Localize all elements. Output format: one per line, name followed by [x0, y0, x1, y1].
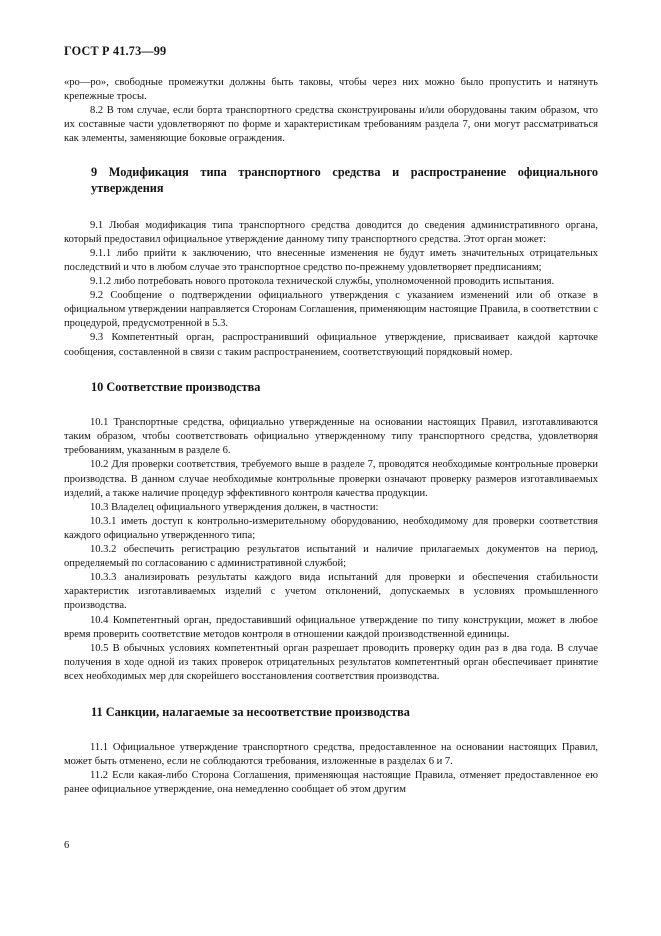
- paragraph-10-3-2: 10.3.2 обеспечить регистрацию результатов испытаний и наличие прилагаемых документов на период, определяемый по согласованию с административной службой;: [64, 544, 598, 570]
- paragraph-9-1-1: 9.1.1 либо прийти к заключению, что внесенные изменения не будут иметь значительных отрицательных последствий и что в любом случае это транспортное средство по-прежнему удовлетворяет предписаниям;: [64, 247, 598, 273]
- paragraph-9-2: 9.2 Сообщение о подтверждении официального утверждения с указанием изменений или об отказе в официальном утверждении направляется Сторонам Соглашения, применяющим настоящие Правила, в соответствии с процедурой, предусмотренной в 5.3.: [64, 290, 598, 330]
- paragraph-10-1: 10.1 Транспортные средства, официально утвержденные на основании настоящих Правил, изготавливаются таким образом, чтобы соответствовать официально утвержденному типу транспортного средства, удовлетворяя требованиям, указанным в разделе 6.: [64, 417, 598, 457]
- document-code-header: ГОСТ Р 41.73—99: [64, 44, 167, 58]
- section-10-heading: 10 Соответствие производства: [91, 379, 261, 394]
- paragraph-9-1-2: 9.1.2 либо потребовать нового протокола технической службы, уполномоченной проводить испытания.: [90, 276, 555, 288]
- page-number: 6: [64, 840, 70, 851]
- paragraph-10-3-3: 10.3.3 анализировать результаты каждого вида испытаний для проверки и обеспечения стабильности характеристик изготавливаемых изделий с учетом отклонений, допускаемых в условиях промышленного производства.: [64, 572, 598, 612]
- paragraph-10-2: 10.2 Для проверки соответствия, требуемого выше в разделе 7, проводятся необходимые контрольные проверки производства. В данном случае необходимые контрольные проверки означают проверку размеров изготавливаемых изделий, а также наличие процедур эффективного контроля качества продукции.: [64, 459, 598, 499]
- paragraph-11-1: 11.1 Официальное утверждение транспортного средства, предоставленное на основании настоящих Правил, может быть отменено, если не соблюдаются требования, изложенные в разделах 6 и 7.: [64, 741, 598, 767]
- paragraph-10-3-1: 10.3.1 иметь доступ к контрольно-измерительному оборудованию, необходимому для проверки соответствия каждого официально утвержденного типа;: [64, 515, 598, 541]
- paragraph-10-4: 10.4 Компетентный орган, предоставивший официальное утверждение по типу конструкции, может в любое время проверить соответствие методов контроля в отношении каждой производственной единицы.: [64, 614, 598, 640]
- paragraph-10-3: 10.3 Владелец официального утверждения должен, в частности:: [90, 501, 379, 513]
- paragraph-10-5: 10.5 В обычных условиях компетентный орган разрешает проводить проверку один раз в два года. В случае получения в ходе одной из таких проверок отрицательных результатов компетентный орган обеспечивает принятие всех необходимых мер для скорейшего восстановления соответствия производства.: [64, 642, 598, 682]
- section-11-heading: 11 Санкции, налагаемые за несоответствие производства: [91, 704, 410, 719]
- document-body: [64, 76, 598, 797]
- continued-paragraph: «ро—ро», свободные промежутки должны быть таковы, чтобы через них можно было пропустить и натянуть крепежные тросы.: [64, 77, 598, 103]
- paragraph-9-3: 9.3 Компетентный орган, распространивший официальное утверждение, присваивает каждой карточке сообщения, составленной в связи с таким распространением, соответствующий порядковый номер.: [64, 332, 598, 358]
- section-9-heading: 9 Модификация типа транспортного средства и распространение официального утверждения: [91, 165, 598, 196]
- paragraph-11-2: 11.2 Если какая-либо Сторона Соглашения, применяющая настоящие Правила, отменяет предоставленное ею ранее официальное утверждение, она немедленно сообщает об этом другим: [64, 769, 598, 795]
- paragraph-9-1: 9.1 Любая модификация типа транспортного средства доводится до сведения административного органа, который предоставил официальное утверждение данному типу транспортного средства. Этот орган может:: [64, 219, 598, 245]
- paragraph-8-2: 8.2 В том случае, если борта транспортного средства сконструированы и/или оборудованы таким образом, что их составные части удовлетворяют по форме и характеристикам требованиям раздела 7, они могут рассматриваться как элементы, заменяющие боковые ограждения.: [64, 105, 598, 145]
